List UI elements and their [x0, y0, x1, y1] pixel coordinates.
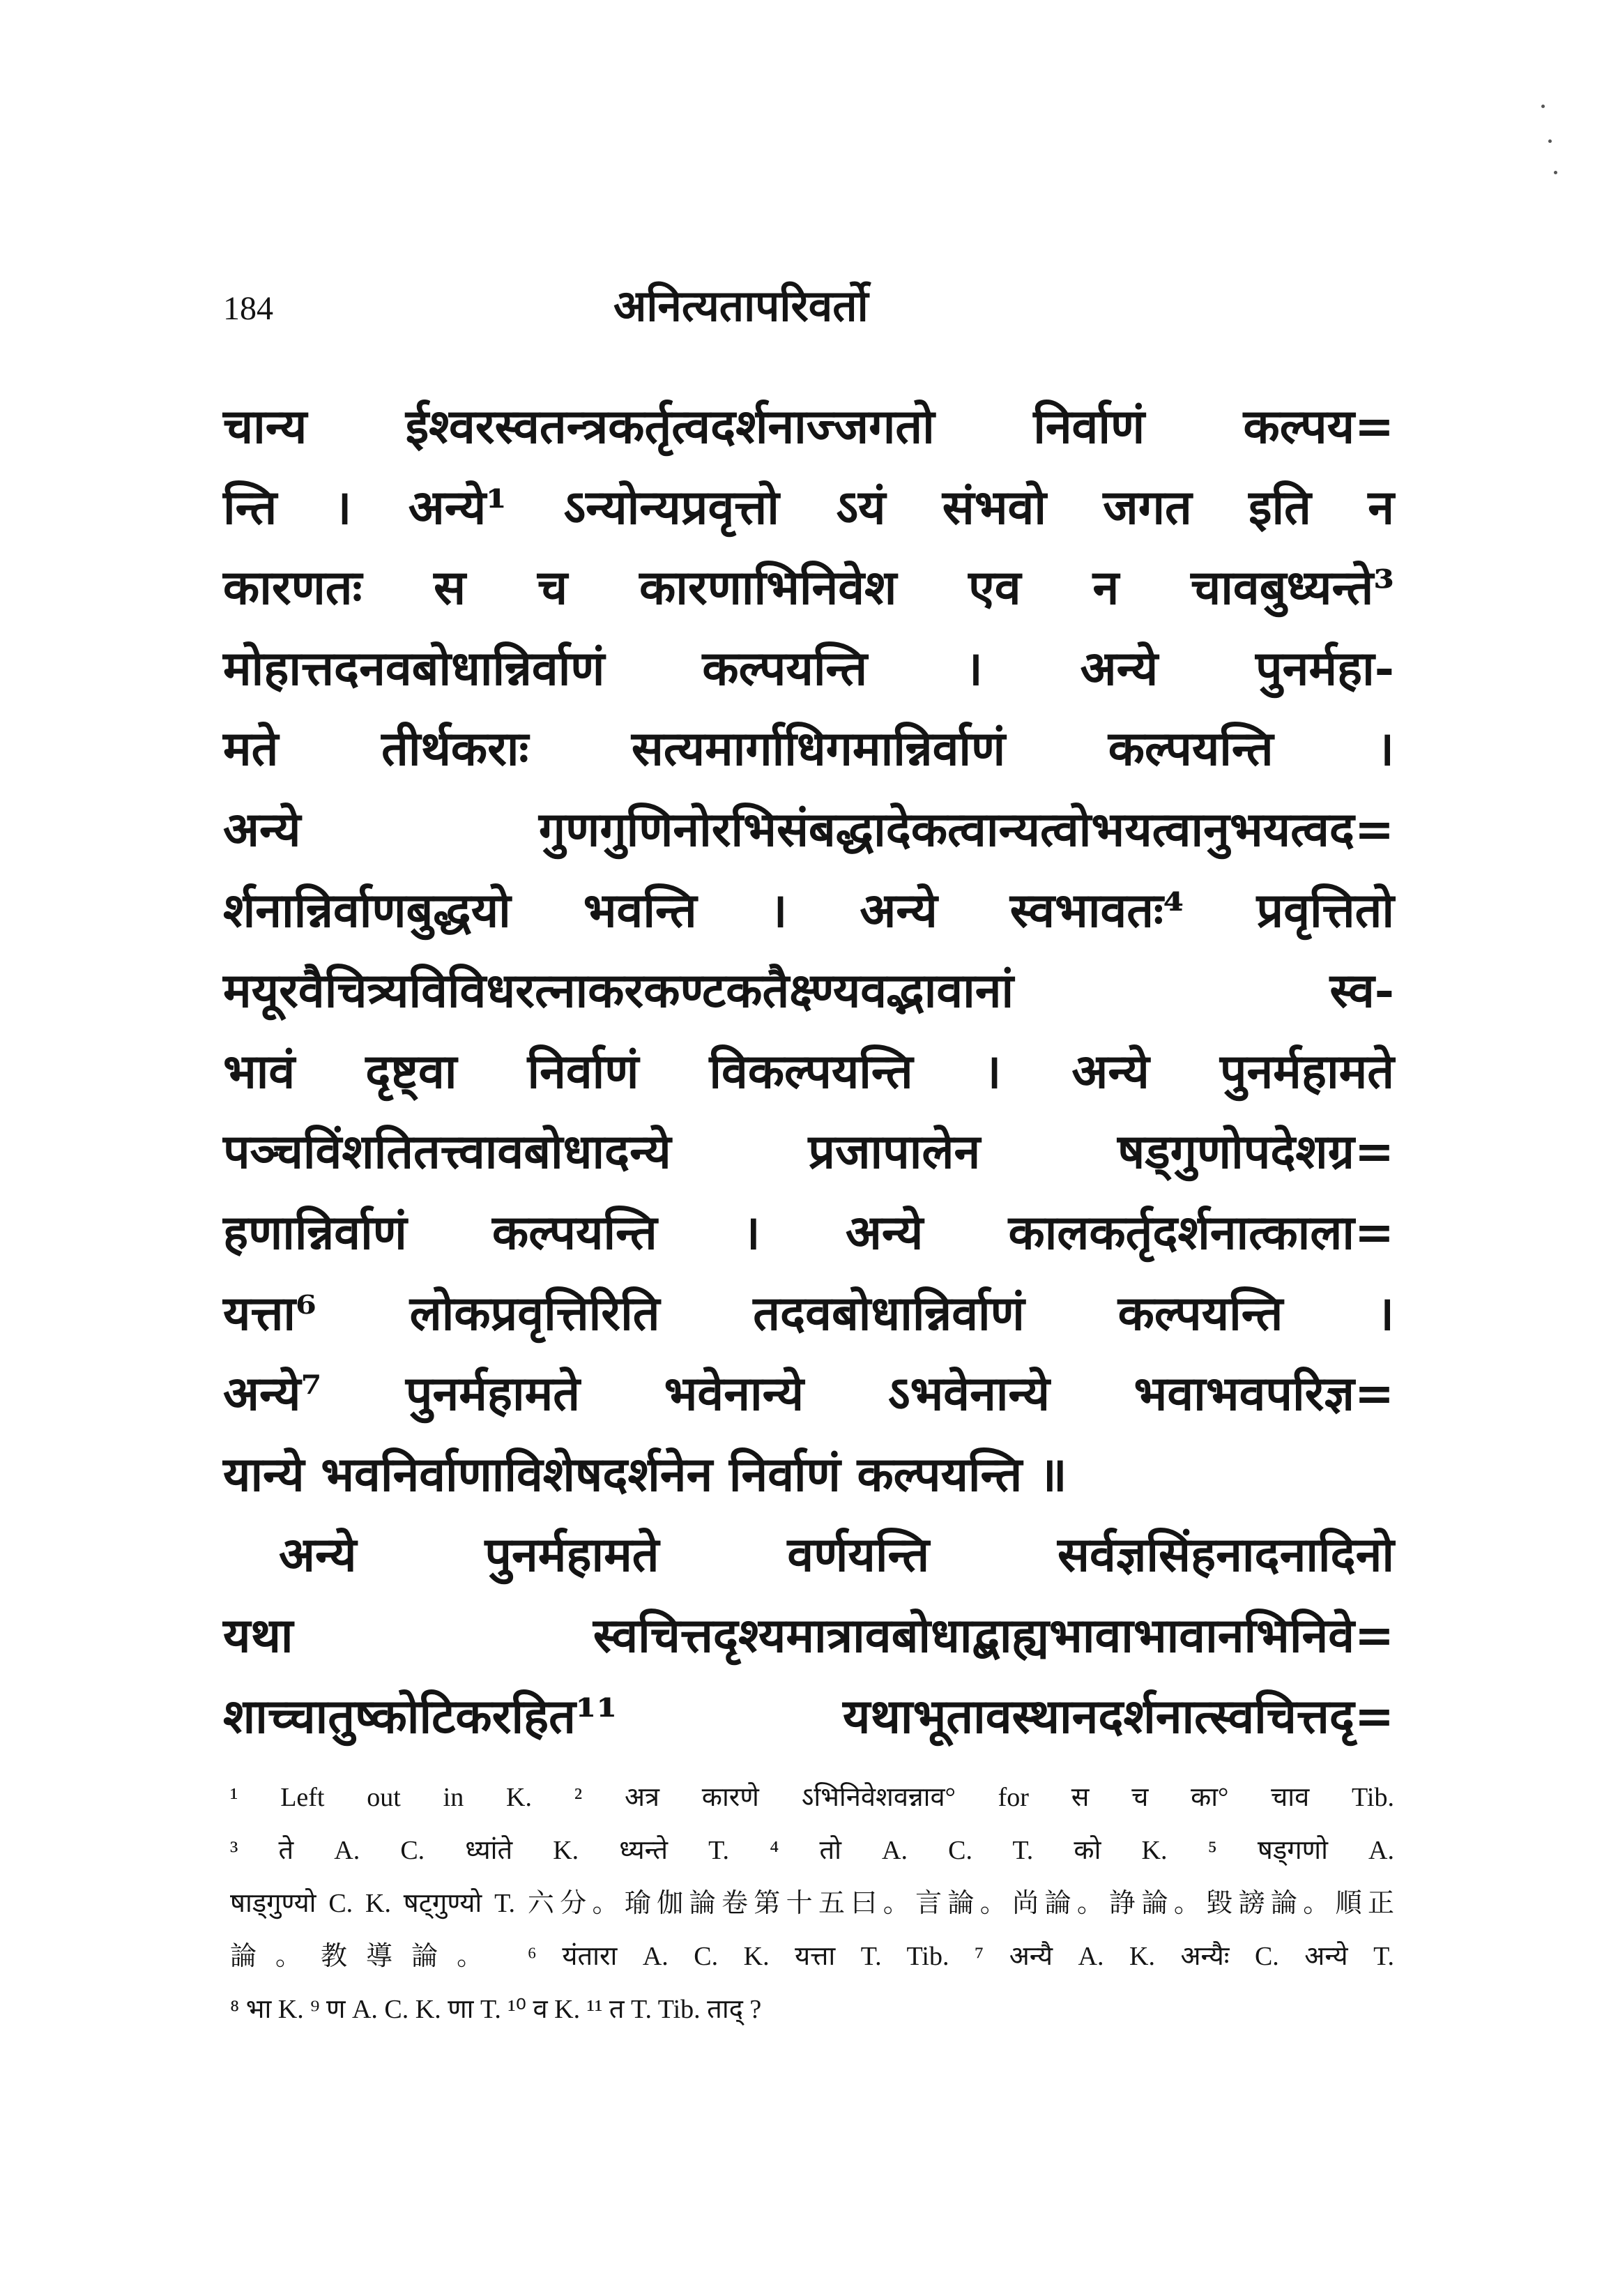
speck — [1541, 105, 1545, 108]
text-line: मते तीर्थकराः सत्यमार्गाधिगमान्निर्वाणं कल्पयन्ति । — [223, 721, 1394, 777]
text-line: पञ्चविंशतितत्त्वावबोधादन्ये प्रजापालेन षड्गुणोपदेशग्र= — [223, 1124, 1394, 1180]
text-line: हणान्निर्वाणं कल्पयन्ति । अन्ये कालकर्तृदर्शनात्काला= — [223, 1204, 1394, 1261]
speck — [1548, 139, 1552, 143]
text-line: मोहात्तदनवबोधान्निर्वाणं कल्पयन्ति । अन्ये पुनर्महा- — [223, 640, 1394, 697]
paper-specks — [1534, 105, 1562, 188]
running-title: अनित्यतापरिवर्तो — [613, 280, 869, 331]
page-header — [223, 275, 1394, 338]
footnotes — [230, 1771, 1394, 2036]
footnote-line: ¹ Left out in K. ² अत्र कारणे ऽभिनिवेशवन्नाव° for स च का° चाव Tib. — [230, 1783, 1394, 1812]
speck — [1554, 171, 1557, 174]
footnote-line: षाड्गुण्यो C. K. षट्गुण्यो T. 六分。瑜伽論卷第十五曰。言論。尚論。諍論。毀謗論。順正 — [230, 1889, 1394, 1918]
text-line: न्ति । अन्ये¹ ऽन्योन्यप्रवृत्तो ऽयं संभवो जगत इति न — [223, 479, 1394, 535]
text-line: अन्ये गुणगुणिनोरभिसंबद्धादेकत्वान्यत्वोभयत्वानुभयत्वद= — [223, 801, 1394, 858]
text-line: चान्य ईश्वरस्वतन्त्रकर्तृत्वदर्शनाज्जगतो निर्वाणं कल्पय= — [223, 399, 1394, 455]
text-line: यत्ता⁶ लोकप्रवृत्तिरिति तदवबोधान्निर्वाणं कल्पयन्ति । — [223, 1285, 1394, 1341]
footnote-line: 論。教導論。 ⁶ यंतारा A. C. K. यत्ता T. Tib. ⁷ अन्यै A. K. अन्यैः C. अन्ये T. — [230, 1942, 1394, 1971]
footnote-line: ⁸ भा K. ⁹ ण A. C. K. णा T. ¹⁰ व K. ¹¹ त T. Tib. ताद् ? — [230, 1995, 762, 2024]
text-line: शाच्चातुष्कोटिकरहित¹¹ यथाभूतावस्थानदर्शनात्स्वचित्तदृ= — [223, 1688, 1394, 1744]
text-line: कारणतः स च कारणाभिनिवेश एव न चावबुध्यन्ते³ — [223, 560, 1394, 616]
paragraph-start-line: अन्ये पुनर्महामते वर्णयन्ति सर्वज्ञसिंहनादनादिनो — [279, 1527, 1394, 1583]
text-line: यथा स्वचित्तदृश्यमात्रावबोधाद्बाह्यभावाभावानभिनिवे= — [223, 1607, 1394, 1664]
text-line: र्शनान्निर्वाणबुद्धयो भवन्ति । अन्ये स्वभावतः⁴ प्रवृत्तितो — [223, 882, 1394, 938]
text-line: अन्ये⁷ पुनर्महामते भवेनान्ये ऽभवेनान्ये भवाभवपरिज्ञ= — [223, 1366, 1394, 1422]
footnote-line: ³ ते A. C. ध्यांते K. ध्यन्ते T. ⁴ तो A. C. T. को K. ⁵ षड्गणो A. — [230, 1836, 1394, 1865]
text-line: भावं दृष्ट्वा निर्वाणं विकल्पयन्ति । अन्ये पुनर्महामते — [223, 1043, 1394, 1100]
text-line: यान्ये भवनिर्वाणाविशेषदर्शनेन निर्वाणं कल्पयन्ति ॥ — [223, 1446, 1067, 1503]
page-number: 184 — [223, 290, 273, 327]
text-line: मयूरवैचित्र्यविविधरत्नाकरकण्टकतैक्ष्ण्यवद्भावानां स्व- — [223, 963, 1394, 1019]
sanskrit-body-text — [223, 387, 1394, 1757]
